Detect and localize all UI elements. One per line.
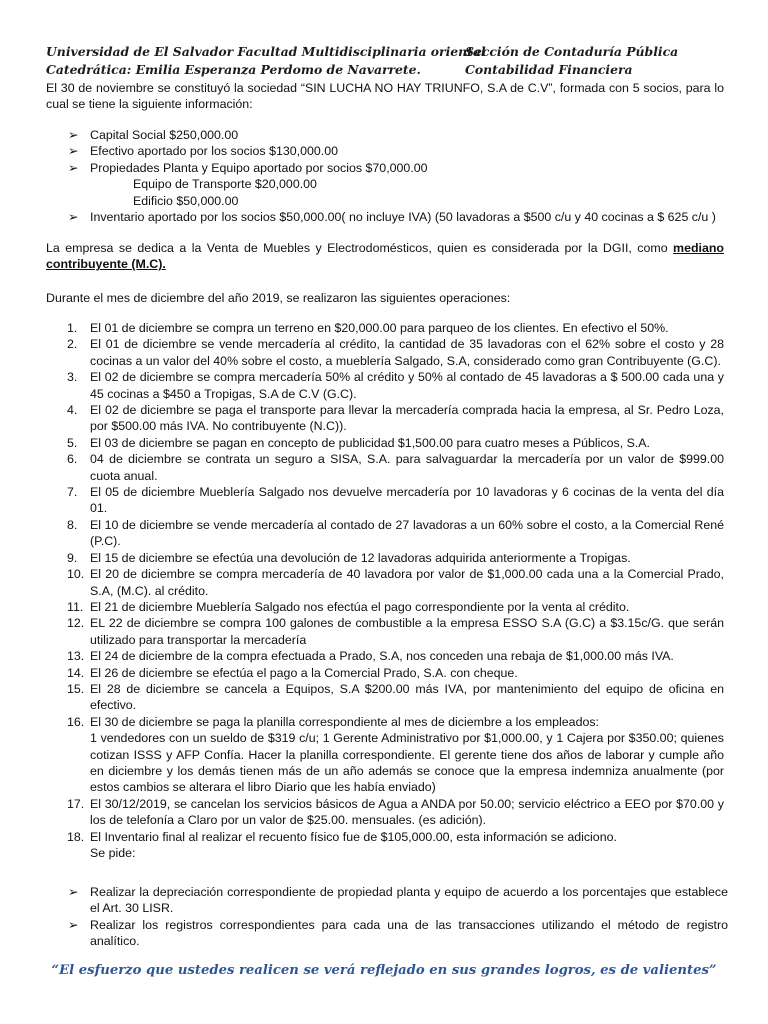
arrow-bullet-icon: ➢: [68, 128, 79, 142]
requirements-heading: Se pide:: [90, 846, 136, 860]
sub-item-building: Edificio $50,000.00: [133, 193, 239, 208]
list-item: 6. 04 de diciembre se contrata un seguro a SISA, S.A. para salvaguardar la mercadería por un valor de $999.00 cuota anual.: [67, 452, 724, 483]
list-item: 14. El 26 de diciembre se efectúa el pago a la Comercial Prado, S.A. con cheque.: [67, 665, 518, 680]
list-item: 9. El 15 de diciembre se efectúa una devolución de 12 lavadoras adquirida anteriormente a Tropigas.: [67, 550, 631, 565]
arrow-bullet-icon: ➢: [68, 917, 79, 932]
list-item: 7. El 05 de diciembre Mueblería Salgado nos devuelve mercadería por 10 lavadoras y 6 cocinas de la venta del día 01.: [67, 485, 724, 516]
intro-paragraph: El 30 de noviembre se constituyó la sociedad “SIN LUCHA NO HAY TRIUNFO, S.A de C.V”, formada con 5 socios, para lo cual se tiene la siguiente información:: [46, 81, 724, 112]
operations-intro: Durante el mes de diciembre del año 2019, se realizaron las siguientes operaciones:: [46, 291, 511, 305]
list-item: 1. El 01 de diciembre se compra un terreno en $20,000.00 para parqueo de los clientes. En efectivo el 50%.: [67, 321, 669, 335]
list-item: 17. El 30/12/2019, se cancelan los servicios básicos de Agua a ANDA por 50.00; servicio eléctrico a EEO por $70.00 y los de telefonía a Claro por un valor de $25.00. mensuales. (es adición).: [67, 796, 724, 828]
taxpayer-class: mediano contribuyente (M.C).: [46, 241, 724, 272]
list-item: 4. El 02 de diciembre se paga el transporte para llevar la mercadería comprada hacia la empresa, al Sr. Pedro Loza, por $500.00 más IVA. No contribuyente (N.C)).: [67, 403, 724, 434]
company-paragraph: La empresa se dedica a la Venta de Muebles y Electrodomésticos, quien es considerada por la DGII, como mediano contribuyente (M.C).: [46, 241, 724, 272]
capital-list: [68, 127, 728, 225]
motivational-quote: “El esfuerzo que ustedes realicen se verá reflejado en sus grandes logros, es de valientes”: [51, 963, 717, 978]
arrow-bullet-icon: ➢: [68, 210, 79, 225]
list-item: 13. El 24 de diciembre de la compra efectuada a Prado, S.A, nos conceden una rebaja de $1,000.00 más IVA.: [67, 649, 674, 664]
list-item: 16. El 30 de diciembre se paga la planilla correspondiente al mes de diciembre a los empleados: 1 vendedores con un sueldo de $319 c/u; 1 Gerente Administrativo por $1,000.00, y 1 Cajera por $350.00; quienes cotizan ISSS y AFP Confía. Hacer la planilla correspondiente. El gerente tiene dos años de laborar y cumple año en diciembre y los demás tienen más de un año además se conoce que la empresa indemniza anualmente (por estos cambios se alterara el libro Diario que les había enviado): [67, 714, 724, 795]
operations-list: [46, 320, 724, 861]
list-item: 3. El 02 de diciembre se compra mercadería 50% al crédito y 50% al contado de 45 lavadoras a $ 500.00 cada una y 45 cocinas a $450 a Tropigas, S.A de C.V (G.C).: [67, 370, 724, 401]
list-item: ➢ Inventario aportado por los socios $50,000.00( no incluye IVA) (50 lavadoras a $500 c/u y 40 cocinas a $ 625 c/u ): [68, 210, 716, 225]
arrow-bullet-icon: ➢: [68, 885, 79, 899]
list-item: ➢ Realizar la depreciación correspondiente de propiedad planta y equipo de acuerdo a los porcentajes que establece el Art. 30 LISR.: [68, 885, 728, 916]
tasks-list: [68, 884, 728, 950]
list-item: 8. El 10 de diciembre se vende mercadería al contado de 27 lavadoras a un 60% sobre el costo, a la Comercial René (P.C).: [67, 517, 724, 549]
list-item: 2. El 01 de diciembre se vende mercadería al crédito, la cantidad de 35 lavadoras con el 62% sobre el costo y 28 cocinas a un valor del 40% sobre el costo, a mueblería Salgado, S.A, considerado como gran Contribuyente (G.C).: [67, 337, 724, 368]
list-item: ➢ Realizar los registros correspondientes para cada una de las transacciones utilizando el método de registro analítico.: [68, 917, 728, 949]
list-item: ➢ Propiedades Planta y Equipo aportado por socios $70,000.00: [68, 160, 428, 175]
list-item: ➢ Efectivo aportado por los socios $130,000.00: [68, 144, 338, 159]
subject-line: Contabilidad Financiera: [465, 62, 633, 77]
teacher-line: Catedrática: Emilia Esperanza Perdomo de Navarrete.: [46, 62, 421, 77]
arrow-bullet-icon: ➢: [68, 160, 79, 175]
list-item: ➢ Capital Social $250,000.00: [68, 128, 239, 142]
section-line: Sección de Contaduría Pública: [465, 44, 679, 59]
list-item: 10. El 20 de diciembre se compra mercadería de 40 lavadora por valor de $1,000.00 cada una a la Comercial Prado, S.A, (M.C). al crédito.: [67, 567, 724, 598]
list-item: 5. El 03 de diciembre se pagan en concepto de publicidad $1,500.00 para cuatro meses a Públicos, S.A.: [67, 435, 651, 450]
list-item: 18. El Inventario final al realizar el recuento físico fue de $105,000.00, esta información se adiciono. Se pide:: [46, 829, 724, 862]
arrow-bullet-icon: ➢: [68, 144, 79, 159]
document-header: [46, 44, 736, 80]
list-item: 11. El 21 de diciembre Mueblería Salgado nos efectúa el pago correspondiente por la venta al crédito.: [67, 599, 630, 614]
sub-item-transport: Equipo de Transporte $20,000.00: [133, 177, 317, 192]
list-item: 12. EL 22 de diciembre se compra 100 galones de combustible a la empresa ESSO S.A (G.C) a $3.15c/G. que serán utilizado para transportar la mercadería: [67, 616, 724, 647]
university-line: Universidad de El Salvador Facultad Multidisciplinaria oriental: [46, 44, 486, 59]
payroll-detail: 1 vendedores con un sueldo de $319 c/u; 1 Gerente Administrativo por $1,000.00, y 1 Cajera por $350.00; quienes cotizan ISSS y AFP Confía. Hacer la planilla correspondiente. El gerente tiene dos años de laborar y cumple año en diciembre y los demás tienen más de un año además se conoce que la empresa indemniza anualmente (por estos cambios se alterara el libro Diario que les había enviado): [90, 731, 724, 795]
list-item: 15. El 28 de diciembre se cancela a Equipos, S.A $200.00 más IVA, por mantenimiento del equipo de oficina en efectivo.: [67, 681, 724, 713]
